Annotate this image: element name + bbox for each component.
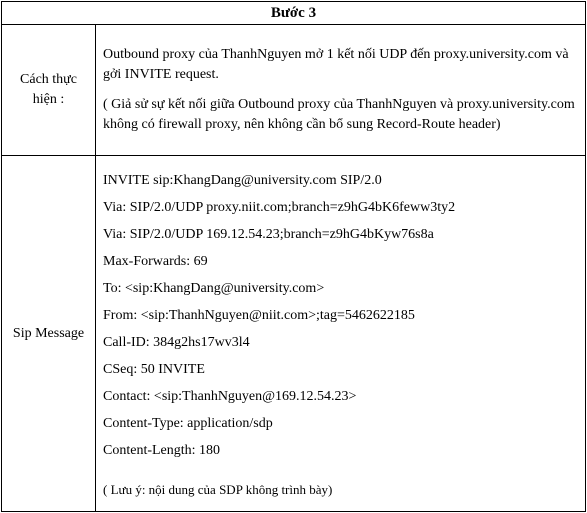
sip-line: INVITE sip:KhangDang@university.com SIP/2.0: [103, 173, 382, 188]
sip-line: Content-Type: application/sdp: [103, 416, 273, 431]
sip-line: To: <sip:KhangDang@university.com>: [103, 281, 325, 296]
sip-message-label: Sip Message: [2, 156, 96, 512]
sip-line: Content-Length: 180: [103, 443, 221, 458]
sip-message-lines: [103, 167, 585, 464]
header-row: [2, 2, 586, 25]
method-paragraph-1: Outbound proxy của ThanhNguyen mở 1 kết nối UDP đến proxy.university.com và gởi INVITE request.: [103, 47, 569, 82]
sip-line: Max-Forwards: 69: [103, 254, 208, 269]
method-paragraph-2: ( Giả sử sự kết nối giữa Outbound proxy của ThanhNguyen và proxy.university.com không có firewall proxy, nên không cần bổ sung Record-Route header): [103, 97, 575, 132]
method-label: Cách thực hiện :: [2, 25, 96, 156]
sdp-note: ( Lưu ý: nội dung của SDP không trình bày): [103, 482, 333, 497]
sip-message-content: [96, 156, 586, 512]
sip-message-row: [2, 156, 586, 512]
method-row: [2, 25, 586, 156]
sip-line: From: <sip:ThanhNguyen@niit.com>;tag=5462622185: [103, 308, 415, 323]
sip-line: Via: SIP/2.0/UDP proxy.niit.com;branch=z9hG4bK6feww3ty2: [103, 200, 456, 215]
step-table: [1, 1, 586, 512]
step-title: Bước 3: [2, 2, 586, 25]
sip-line: CSeq: 50 INVITE: [103, 362, 205, 377]
sip-line: Call-ID: 384g2hs17wv3l4: [103, 335, 250, 350]
sip-line: Contact: <sip:ThanhNguyen@169.12.54.23>: [103, 389, 357, 404]
sip-line: Via: SIP/2.0/UDP 169.12.54.23;branch=z9hG4bKyw76s8a: [103, 227, 434, 242]
method-content: [96, 25, 586, 156]
